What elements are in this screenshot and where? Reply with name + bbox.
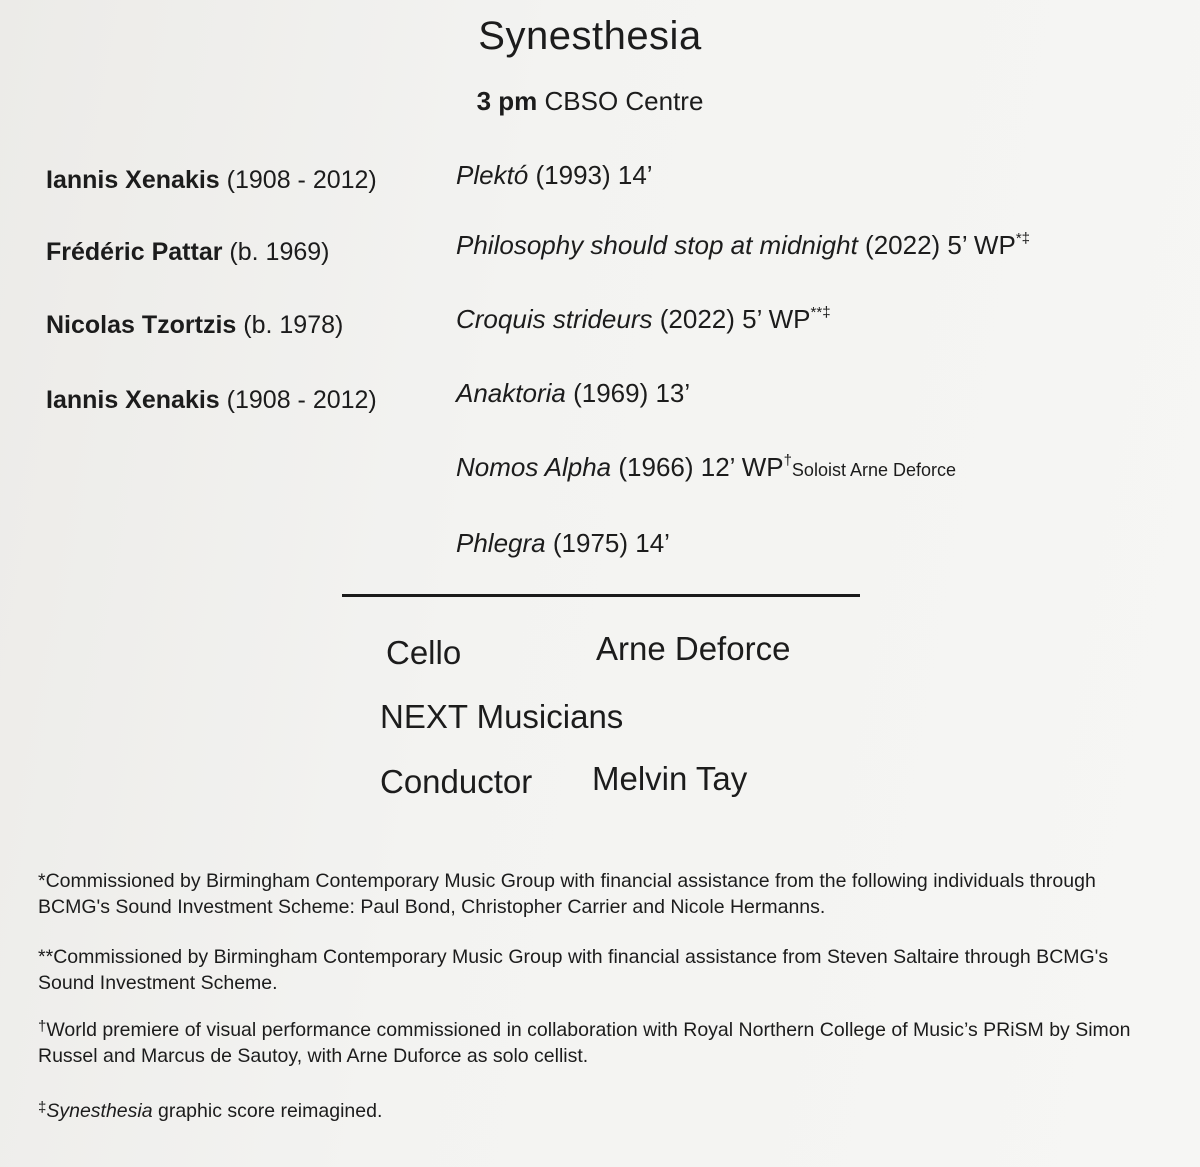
- composer-name: Frédéric Pattar: [46, 238, 223, 266]
- footnote-mark: *: [38, 870, 46, 892]
- work-details: (2022) 5’ WP: [659, 304, 811, 334]
- work-title: Nomos Alpha: [456, 452, 612, 482]
- ensemble-name: NEXT Musicians: [380, 698, 624, 735]
- footnote-text: World premiere of visual performance commissioned in collaboration with Royal Northern College of Music’s PRiSM by Simon Russel and Marcus de Sautoy, with Arne Duforce as solo cellist.: [38, 1019, 1131, 1068]
- work-details: (2022) 5’ WP: [865, 230, 1016, 260]
- work-title: Anaktoria: [456, 378, 566, 408]
- footnote-italic: Synesthesia: [46, 1100, 153, 1122]
- soloist-note: Soloist Arne Deforce: [791, 460, 957, 480]
- work-entry: [456, 378, 690, 409]
- footnote: [38, 1098, 1148, 1124]
- work-title: Croquis strideurs: [456, 304, 653, 334]
- composer-dates: (1908 - 2012): [226, 166, 377, 194]
- footnote-marks: **‡: [810, 304, 831, 321]
- work-entry: [456, 160, 653, 191]
- work-details: (1966) 12’ WP: [618, 452, 784, 482]
- concert-venue: CBSO Centre: [544, 86, 704, 116]
- footnote-text: Commissioned by Birmingham Contemporary Music Group with financial assistance from the following individuals through BCMG's Sound Investment Scheme: Paul Bond, Christopher Carrier and Nicole Hermanns.: [38, 870, 1096, 919]
- composer-dates: (b. 1978): [243, 311, 344, 339]
- footnote-text: graphic score reimagined.: [152, 1100, 383, 1122]
- cello-label: Cello: [386, 634, 462, 671]
- composer-name: Iannis Xenakis: [46, 166, 220, 194]
- composer-dates: (1908 - 2012): [226, 386, 377, 414]
- footnote-mark: ‡: [38, 1099, 47, 1116]
- composer-entry: [46, 386, 377, 415]
- composer-name: Nicolas Tzortzis: [46, 311, 237, 339]
- work-title: Plektó: [456, 160, 529, 190]
- footnote-marks: *‡: [1015, 230, 1030, 247]
- work-entry: [456, 528, 670, 559]
- work-details: (1993) 14’: [535, 160, 653, 190]
- conductor-name: Melvin Tay: [592, 760, 748, 797]
- footnote-mark: †: [38, 1018, 47, 1035]
- footnote: [38, 944, 1148, 997]
- footnote: [38, 868, 1148, 921]
- footnote: [38, 1017, 1148, 1070]
- divider: [342, 594, 860, 597]
- work-title: Phlegra: [456, 528, 546, 558]
- cello-performer: Arne Deforce: [596, 630, 791, 667]
- footnote-marks: †: [783, 452, 792, 469]
- work-title: Philosophy should stop at midnight: [456, 230, 858, 260]
- composer-entry: [46, 166, 377, 195]
- work-entry: [456, 230, 1030, 261]
- work-entry: [456, 304, 831, 335]
- time-venue: [0, 86, 1180, 117]
- concert-time: 3 pm: [476, 86, 538, 116]
- composer-entry: [46, 238, 329, 267]
- page-title: Synesthesia: [478, 14, 702, 58]
- composer-dates: (b. 1969): [229, 238, 330, 266]
- footnote-mark: **: [38, 946, 54, 968]
- conductor-label: Conductor: [380, 763, 533, 800]
- work-entry: [456, 452, 956, 483]
- footnote-text: Commissioned by Birmingham Contemporary Music Group with financial assistance from Steven Saltaire through BCMG's Sound Investment Scheme.: [38, 946, 1109, 995]
- composer-name: Iannis Xenakis: [46, 386, 220, 414]
- work-details: (1969) 13’: [573, 378, 691, 408]
- work-details: (1975) 14’: [552, 528, 670, 558]
- composer-entry: [46, 311, 343, 340]
